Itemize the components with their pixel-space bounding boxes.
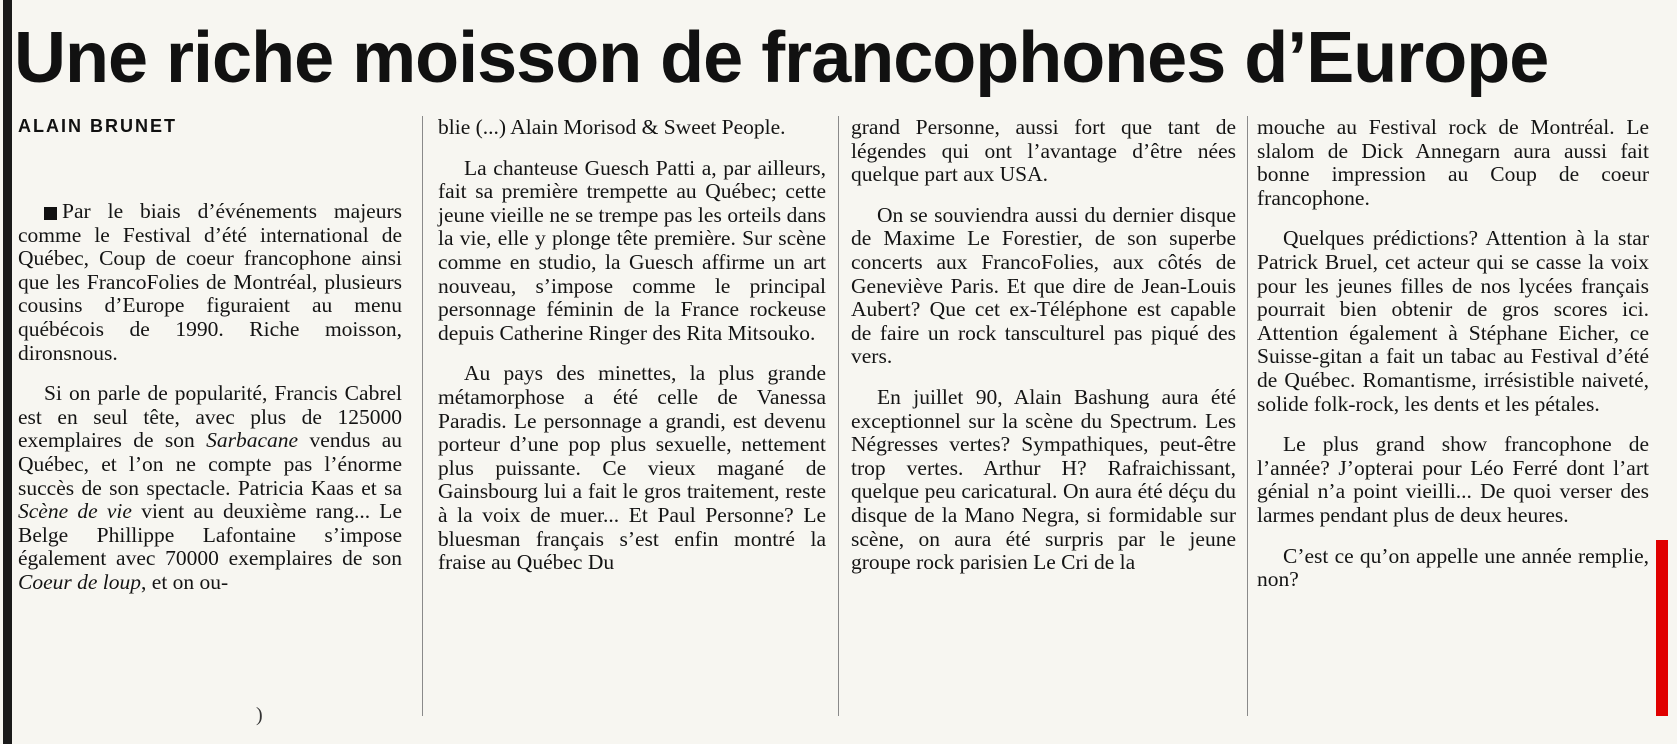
paragraph: En juillet 90, Alain Bashung aura été exceptionnel sur la scène du Spectrum. Les Négresses vertes? Sympathiques, peut-être trop vertes. Arthur H? Rafraichissant, quelque peu caricatural. On aura été déçu du disque de la Mano Negra, si formidable sur scène, on aura été surpris par le jeune groupe rock parisien Le Cri de la bbox=[851, 384, 1236, 575]
paragraph-text: Par le biais d’événements majeurs comme le Festival d’été international de Québec, Coup de coeur francophone ainsi que les FrancoFolies de Montréal, plusieurs cousins d’Europe figuraient au menu québécois de 1990. Riche moisson, dironsnous. bbox=[18, 199, 402, 365]
column-divider bbox=[422, 116, 423, 716]
paragraph-marker-icon bbox=[44, 207, 57, 220]
paragraph: On se souviendra aussi du dernier disque de Maxime Le Forestier, de son superbe concerts aux FrancoFolies, aux côtés de Geneviève Paris. Et que dire de Jean-Louis Aubert? Que cet ex-Téléphone est capable de faire un rock tansculturel pas piqué des vers. bbox=[851, 202, 1236, 369]
paragraph: mouche au Festival rock de Montréal. Le slalom de Dick Annegarn aura aussi fait bonne impression au Coup de coeur francophone. bbox=[1257, 115, 1649, 210]
album-title: Coeur de loup bbox=[18, 569, 142, 594]
paragraph: Le plus grand show francophone de l’année? J’opterai pour Léo Ferré dont l’art génial n’a point vieilli... De quoi verser des larmes pendant plus de deux heures. bbox=[1257, 432, 1649, 527]
paragraph: Quelques prédictions? Attention à la star Patrick Bruel, cet acteur qui se casse la voix pour les jeunes filles de nos lycées français pourrait bien obtenir de gros scores ici. Attention également à Stéphane Eicher, ce Suisse-gitan a fait un tabac au Festival d’été de Québec. Romantisme, irrésistible naiveté, solide folk-rock, les dents et les pétales. bbox=[1257, 226, 1649, 416]
article-column-3 bbox=[851, 116, 1236, 592]
paragraph bbox=[18, 382, 402, 594]
article-column-1 bbox=[18, 200, 402, 612]
paragraph: La chanteuse Guesch Patti a, par ailleurs, fait sa première trempette au Québec; cette jeune vieille ne se trempe pas les orteils dans la vie, elle y plonge tête première. Sur scène comme en studio, la Guesch affirme un art nouveau, s’impose comme le principal personnage féminin de la France rockeuse depuis Catherine Ringer des Rita Mitsouko. bbox=[438, 155, 826, 345]
paragraph-text: vient au deuxième rang... Le Belge Phillippe Lafontaine s’impose également avec 70000 exemplaires de son bbox=[18, 499, 402, 571]
paragraph: C’est ce qu’on appelle une année remplie, non? bbox=[1257, 543, 1649, 592]
paragraph-text: , et on ou- bbox=[141, 569, 229, 594]
left-margin-rule bbox=[3, 0, 12, 744]
album-title: Sarbacane bbox=[206, 428, 299, 453]
paragraph: grand Personne, aussi fort que tant de légendes qui ont l’avantage d’être nées quelque part aux USA. bbox=[851, 115, 1236, 187]
paragraph: blie (...) Alain Morisod & Sweet People. bbox=[438, 115, 786, 139]
stray-print-mark: ) bbox=[256, 704, 263, 726]
paragraph-text: vendus au Québec, et l’on ne compte pas l’énorme succès de son spectacle. Patricia Kaas et sa bbox=[18, 428, 403, 500]
column-divider bbox=[1247, 116, 1248, 716]
article-column-2 bbox=[438, 116, 826, 592]
paragraph bbox=[18, 200, 402, 365]
article-headline: Une riche moisson de francophones d’Europe bbox=[14, 18, 1549, 98]
column-divider bbox=[838, 116, 839, 716]
paragraph: Au pays des minettes, la plus grande métamorphose a été celle de Vanessa Paradis. Le personnage a grandi, est devenu porteur d’une pop plus sexuelle, nettement plus puissante. Ce vieux magané de Gainsbourg lui a fait le gros traitement, reste à la voix de muer... Et Paul Personne? Le bluesman français s’est enfin montré la fraise au Québec Du bbox=[438, 361, 826, 575]
red-margin-mark bbox=[1656, 540, 1668, 716]
album-title: Scène de vie bbox=[18, 499, 132, 524]
article-byline: ALAIN BRUNET bbox=[18, 116, 177, 136]
article-column-4 bbox=[1257, 116, 1649, 609]
paragraph-text: Si on parle de popularité, Francis Cabrel est en seul tête, avec plus de 125000 exemplaires de son bbox=[18, 381, 402, 453]
